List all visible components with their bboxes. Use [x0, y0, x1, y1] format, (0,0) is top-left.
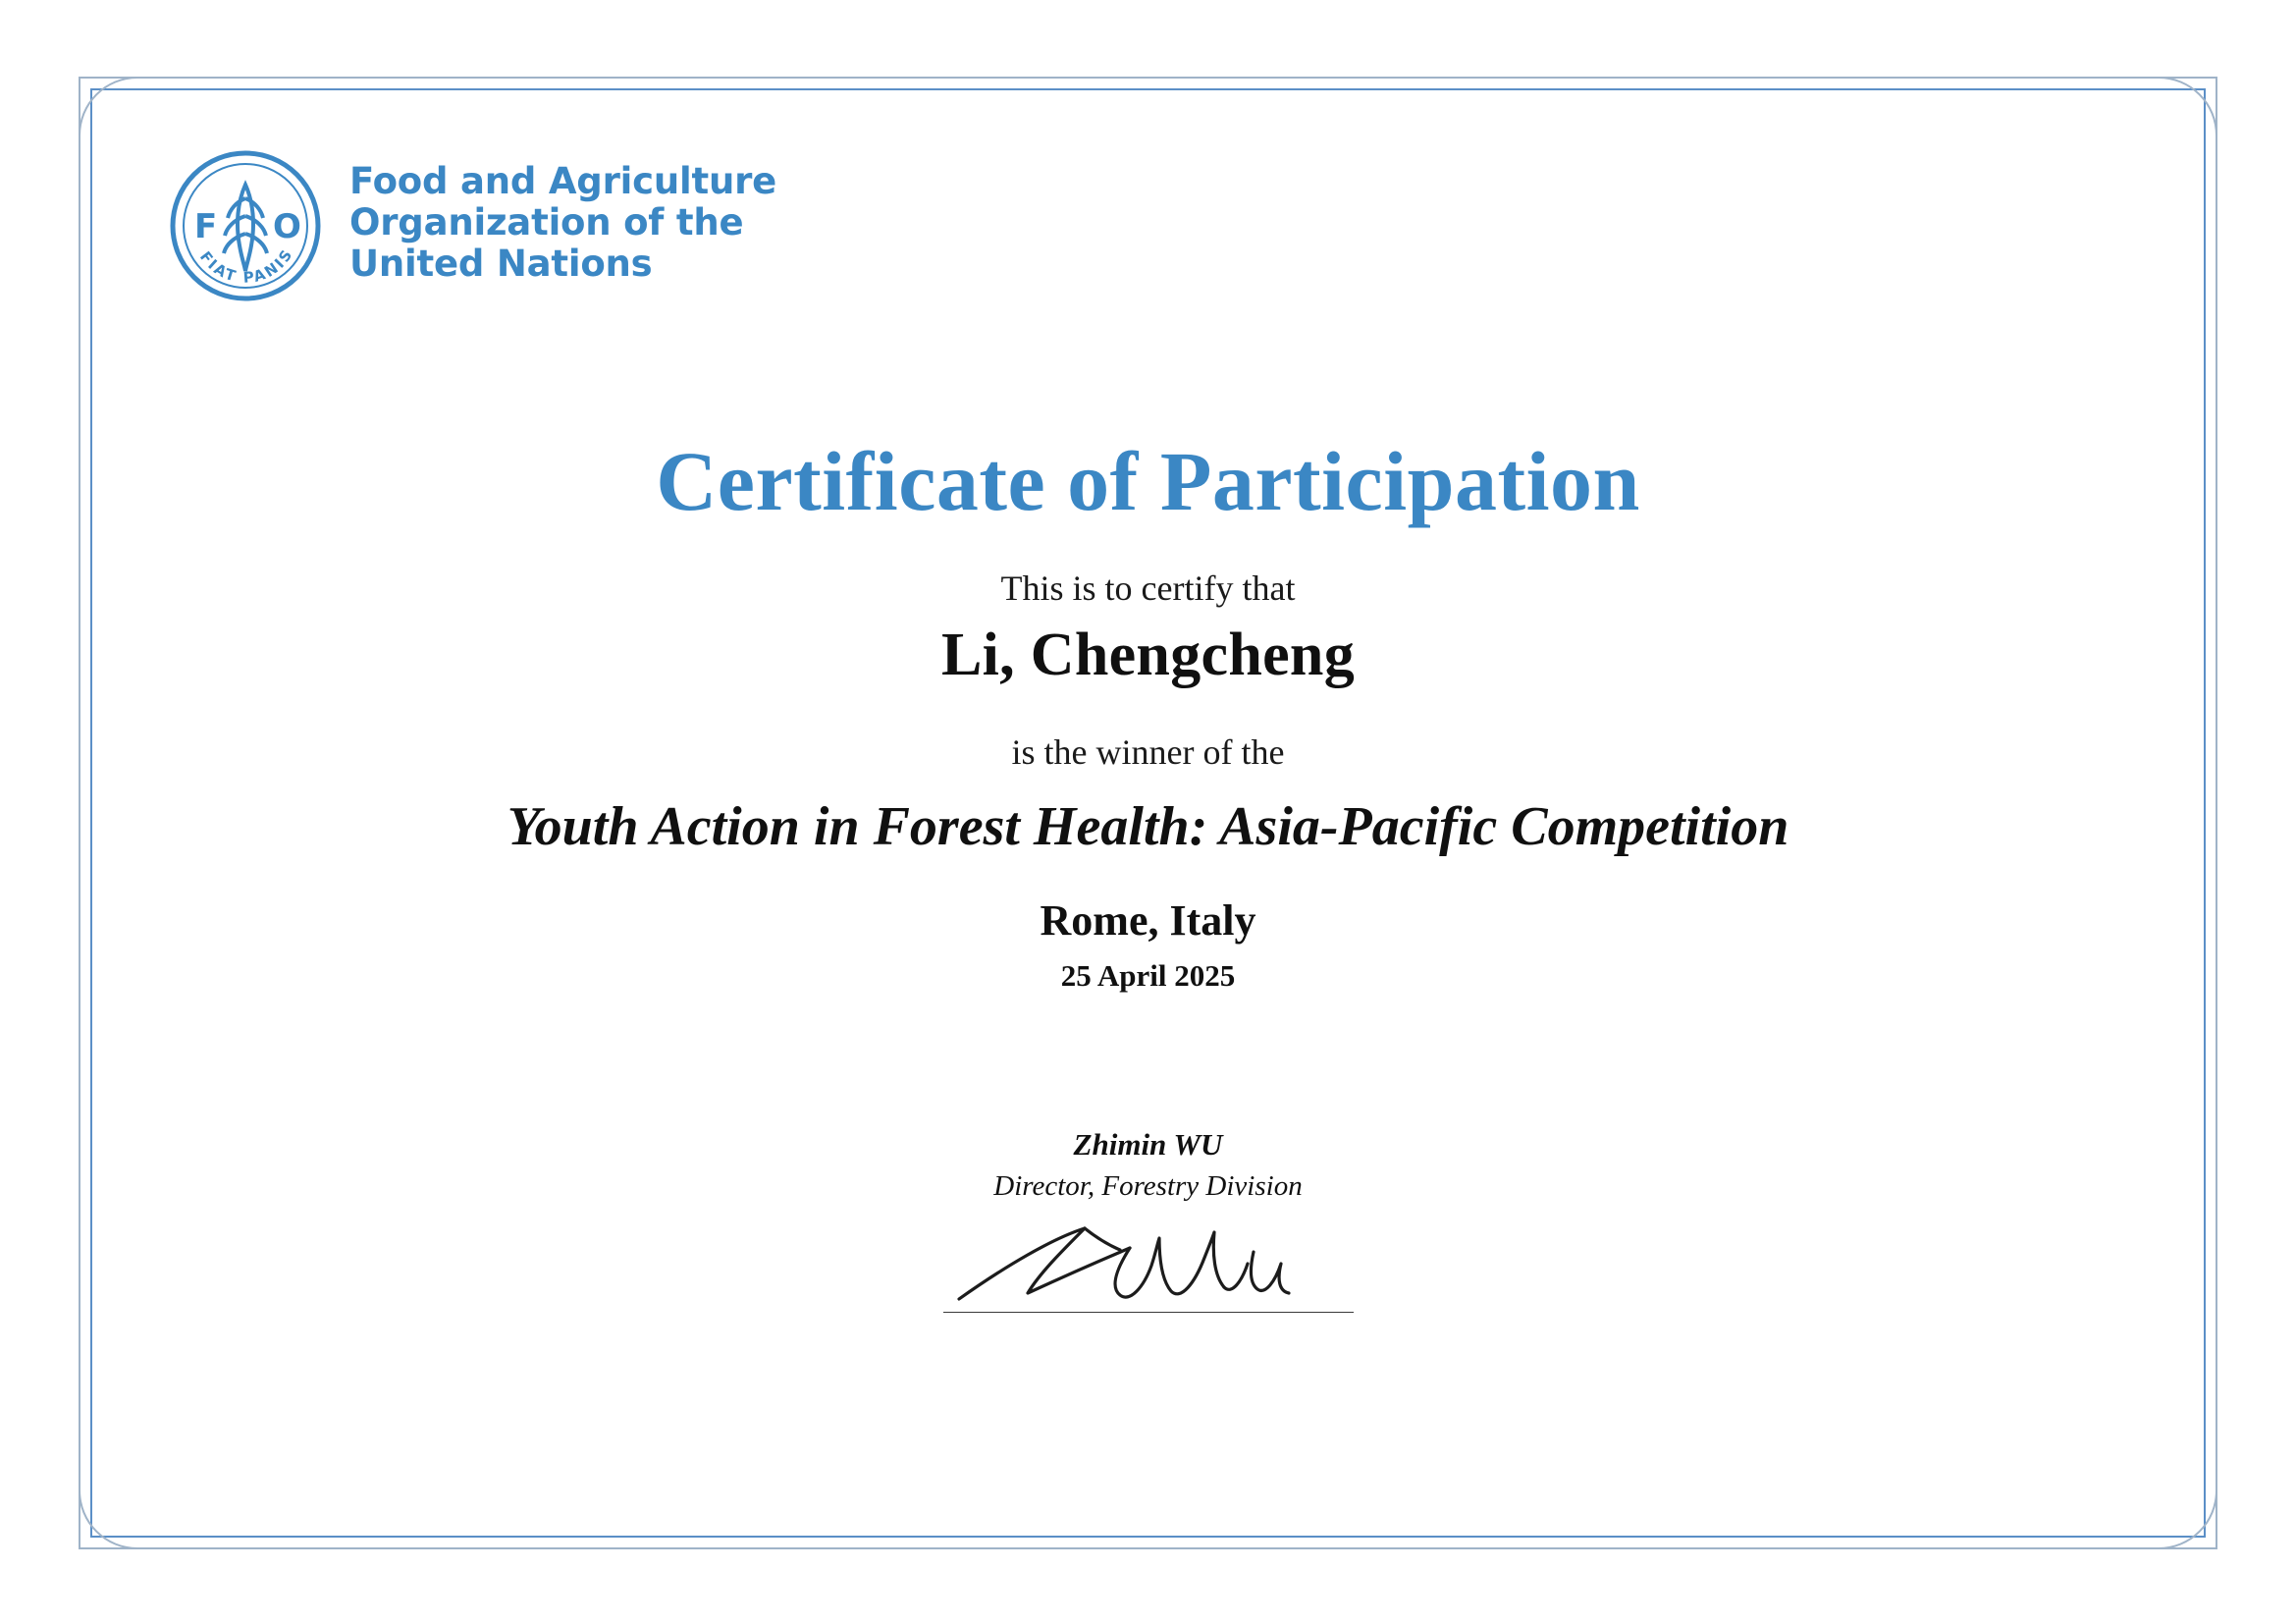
org-name-line-3: United Nations [349, 243, 653, 286]
winner-statement: is the winner of the [1011, 732, 1285, 772]
certificate-title: Certificate of Participation [656, 434, 1640, 528]
signature-line [943, 1312, 1354, 1313]
event-title: Youth Action in Forest Health: Asia-Pacific Competition [507, 796, 1789, 857]
certificate-header [167, 147, 776, 304]
svg-text:O: O [273, 207, 301, 246]
fao-emblem-icon [167, 147, 324, 304]
event-date: 25 April 2025 [1060, 958, 1236, 993]
signature-block [0, 1127, 2296, 1326]
organization-name [349, 147, 776, 286]
signatory-name: Zhimin WU [1073, 1127, 1223, 1162]
handwritten-signature [937, 1209, 1360, 1326]
svg-text:F: F [194, 207, 218, 246]
event-location: Rome, Italy [1040, 896, 1256, 945]
org-name-line-1: Food and Agriculture [349, 160, 777, 202]
svg-text:FIAT PANIS: FIAT PANIS [195, 244, 297, 287]
signatory-role: Director, Forestry Division [993, 1170, 1303, 1202]
org-name-line-2: Organization of the [349, 201, 744, 244]
recipient-name: Li, Chengcheng [940, 622, 1356, 688]
certify-statement: This is to certify that [1000, 568, 1296, 608]
